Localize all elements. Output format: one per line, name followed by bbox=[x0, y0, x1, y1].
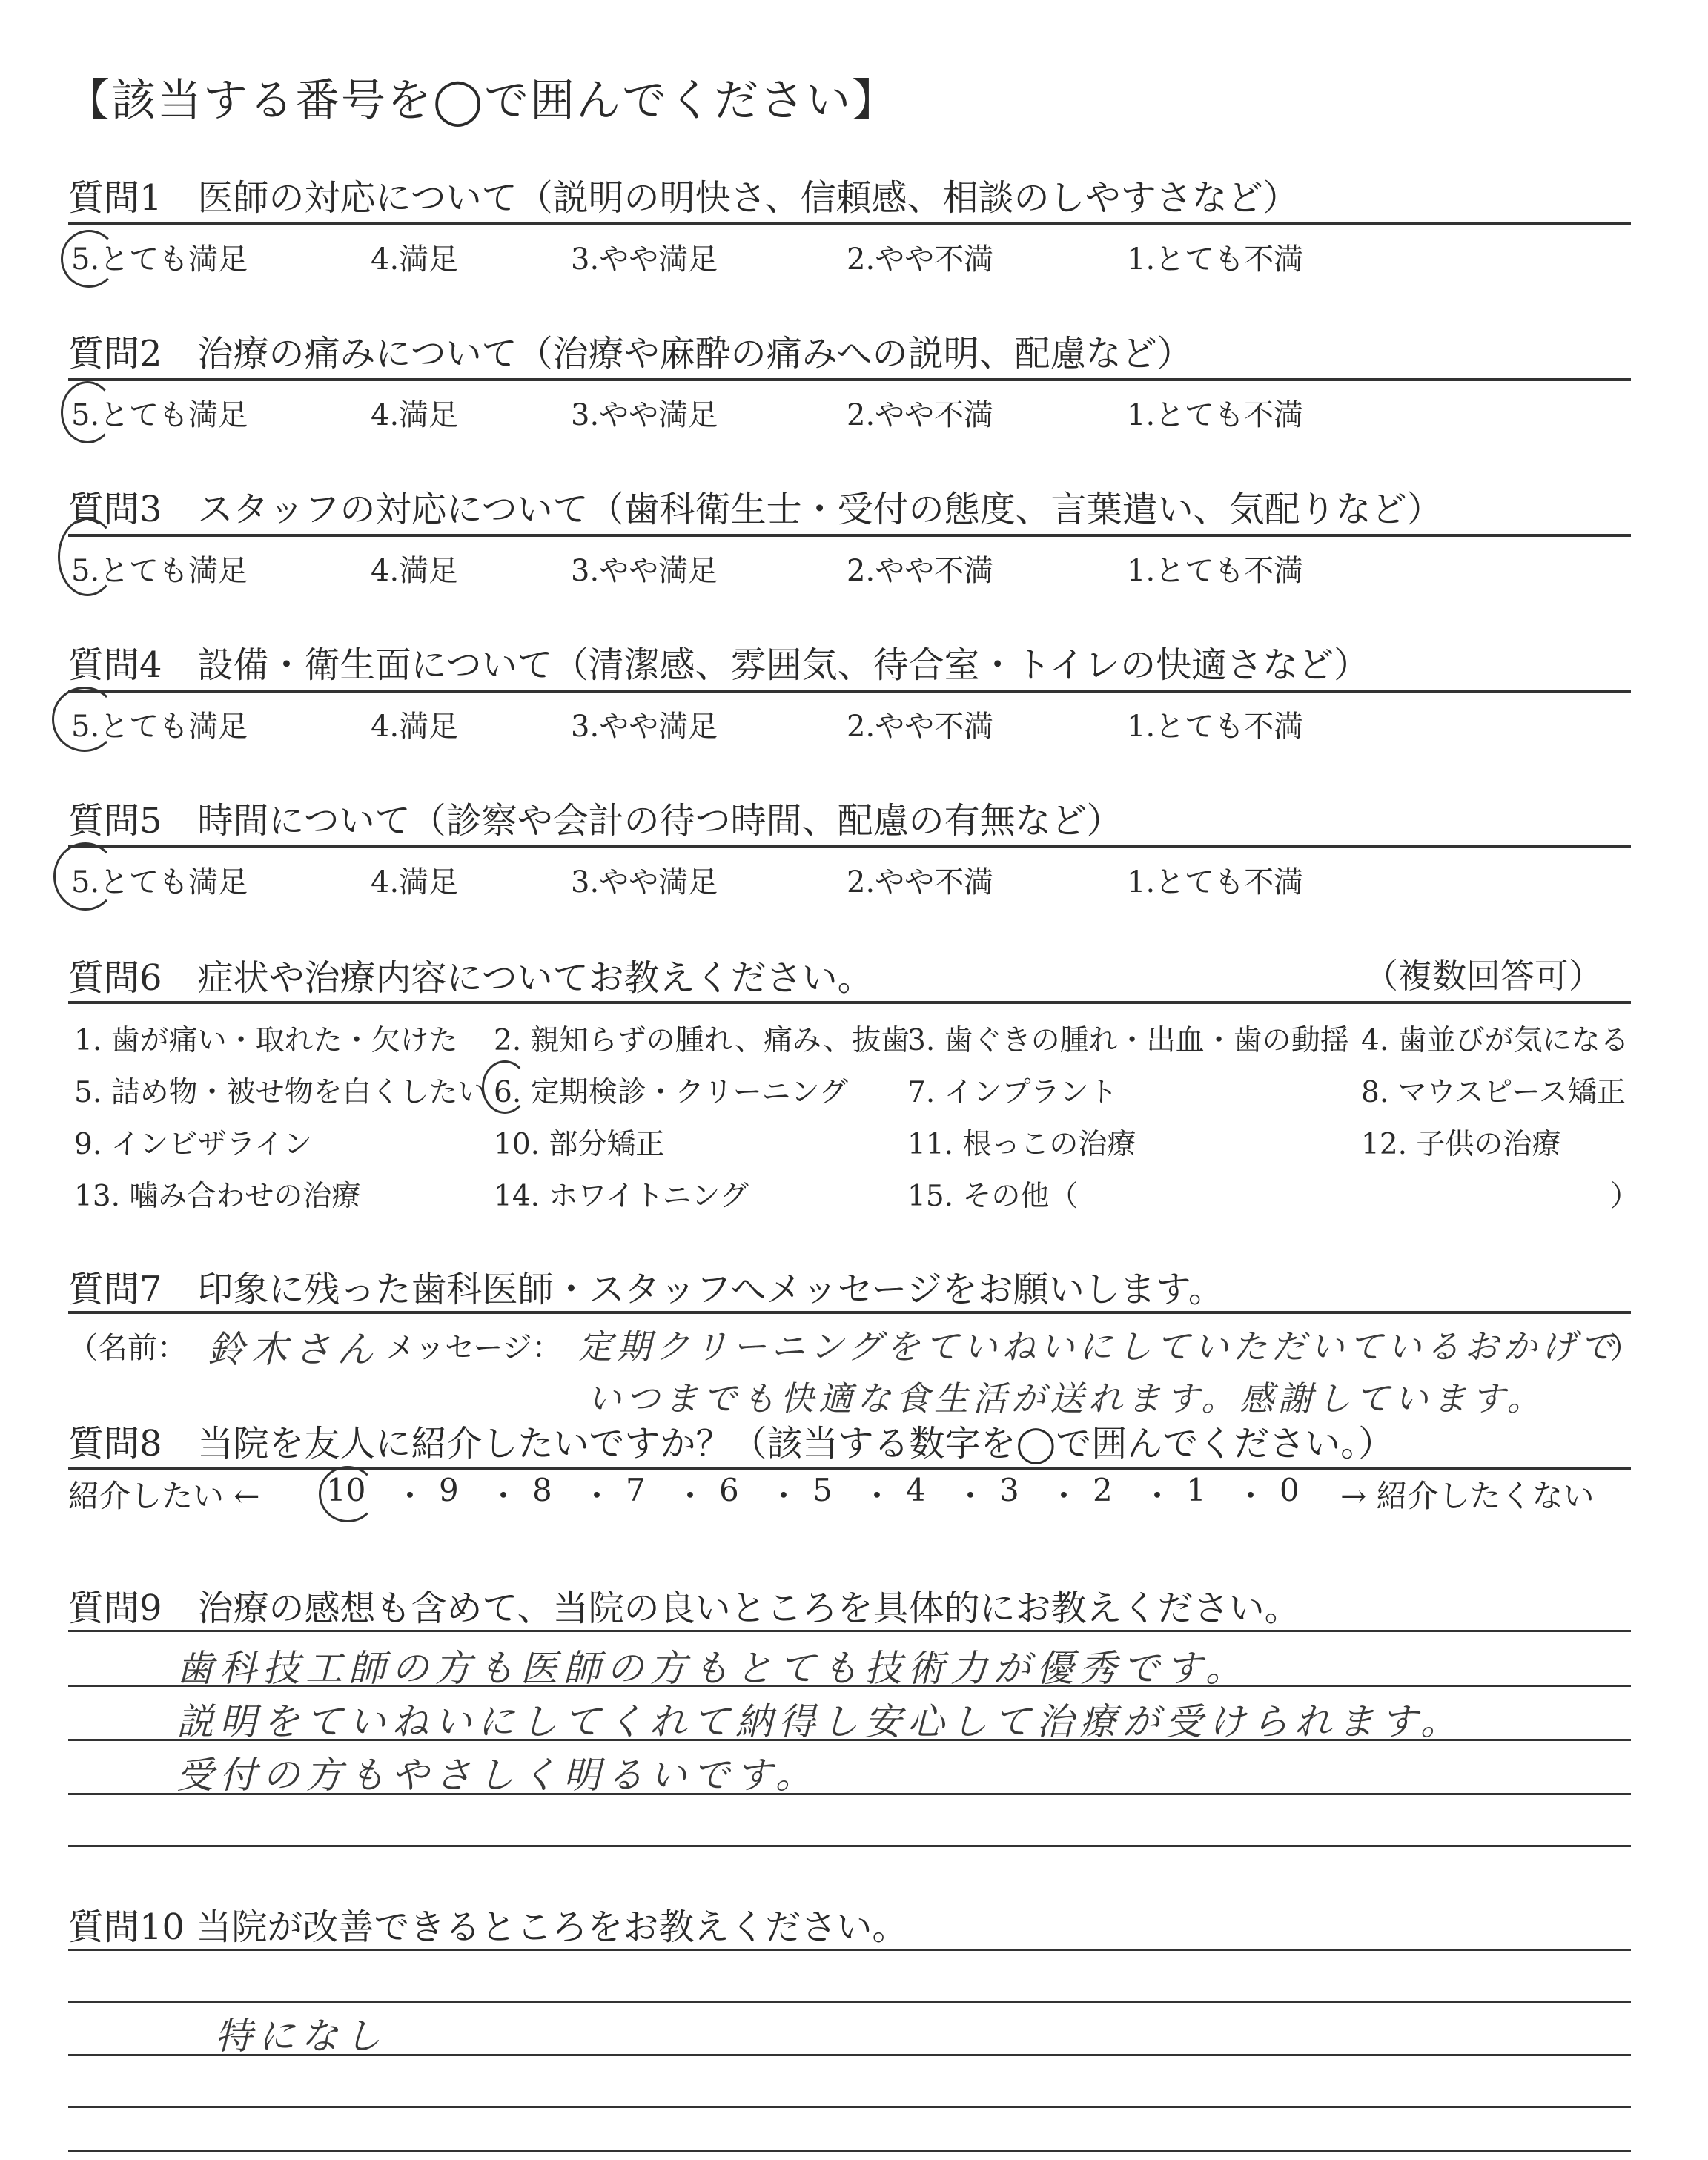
option-1[interactable]: 1.とても不満 bbox=[1127, 242, 1304, 277]
option-1[interactable]: 1.とても不満 bbox=[1127, 554, 1304, 588]
scale-dot: ・ bbox=[581, 1478, 613, 1514]
question-9-title: 質問9 治療の感想も含めて、当院の良いところを具体的にお教えください。 bbox=[68, 1588, 1300, 1629]
question-4-rule bbox=[68, 690, 1631, 693]
scale-2[interactable]: 2 bbox=[1093, 1472, 1113, 1508]
answer-line bbox=[68, 1793, 1631, 1795]
option-1[interactable]: 1.とても不満 bbox=[1127, 710, 1304, 744]
question-7-title: 質問7 印象に残った歯科医師・スタッフへメッセージをお願いします。 bbox=[68, 1269, 1224, 1310]
name-label: （名前： bbox=[68, 1331, 187, 1365]
option-3[interactable]: 3.やや満足 bbox=[571, 710, 718, 744]
question-2-rule bbox=[68, 378, 1631, 381]
answer-line bbox=[68, 2106, 1631, 2108]
scale-dot: ・ bbox=[394, 1478, 426, 1514]
scale-3[interactable]: 3 bbox=[999, 1472, 1019, 1508]
q6-item-10[interactable]: 10. 部分矯正 bbox=[494, 1128, 665, 1161]
option-4[interactable]: 4.満足 bbox=[371, 554, 459, 588]
option-4[interactable]: 4.満足 bbox=[371, 242, 459, 277]
q6-item-8[interactable]: 8. マウスピース矯正 bbox=[1361, 1076, 1626, 1109]
option-2[interactable]: 2.やや不満 bbox=[847, 865, 994, 899]
scale-6[interactable]: 6 bbox=[719, 1472, 739, 1508]
question-4-options[interactable] bbox=[68, 703, 1631, 747]
scale-dot: ・ bbox=[861, 1478, 893, 1514]
question-2-options[interactable] bbox=[68, 392, 1631, 436]
question-1-options[interactable] bbox=[68, 236, 1631, 280]
option-5[interactable]: 5.とても満足 bbox=[71, 398, 248, 432]
question-6-rule bbox=[68, 1001, 1631, 1004]
q6-item-7[interactable]: 7. インプラント bbox=[907, 1076, 1118, 1109]
question-5-rule bbox=[68, 845, 1631, 848]
question-3-rule bbox=[68, 534, 1631, 537]
scale-dot: ・ bbox=[1235, 1478, 1267, 1514]
scale-9[interactable]: 9 bbox=[439, 1472, 459, 1508]
option-2[interactable]: 2.やや不満 bbox=[847, 398, 994, 432]
message-label: メッセージ： bbox=[385, 1331, 562, 1365]
handwritten-name[interactable]: 鈴木さん bbox=[208, 1328, 380, 1371]
option-1[interactable]: 1.とても不満 bbox=[1127, 398, 1304, 432]
question-3-title: 質問3 スタッフの対応について（歯科衛生士・受付の態度、言葉遣い、気配りなど） bbox=[68, 489, 1443, 530]
scale-dot: ・ bbox=[768, 1478, 800, 1514]
question-3-options[interactable] bbox=[68, 547, 1631, 592]
option-2[interactable]: 2.やや不満 bbox=[847, 242, 994, 277]
scale-7[interactable]: 7 bbox=[626, 1472, 646, 1508]
question-6-title: 質問6 症状や治療内容についてお教えください。 bbox=[68, 957, 873, 999]
q6-item-4[interactable]: 4. 歯並びが気になる bbox=[1361, 1024, 1629, 1057]
option-4[interactable]: 4.満足 bbox=[371, 710, 459, 744]
option-4[interactable]: 4.満足 bbox=[371, 398, 459, 432]
q6-item-5[interactable]: 5. 詰め物・被せ物を白くしたい bbox=[74, 1076, 487, 1109]
q6-item-1[interactable]: 1. 歯が痛い・取れた・欠けた bbox=[74, 1024, 458, 1057]
handwritten-answer-line-1[interactable]: 歯科技工師の方も医師の方もとても技術力が優秀です。 bbox=[176, 1647, 1248, 1690]
answer-line bbox=[68, 1685, 1631, 1687]
handwritten-answer-line-3[interactable]: 受付の方もやさしく明るいです。 bbox=[176, 1754, 818, 1797]
scale-1[interactable]: 1 bbox=[1186, 1472, 1206, 1508]
answer-line bbox=[68, 2150, 1631, 2152]
answer-line bbox=[68, 1739, 1631, 1741]
q6-item-3[interactable]: 3. 歯ぐきの腫れ・出血・歯の動揺 bbox=[907, 1024, 1349, 1057]
question-5-title: 質問5 時間について（診察や会計の待つ時間、配慮の有無など） bbox=[68, 800, 1122, 842]
handwritten-message-line-2[interactable]: いつまでも快適な食生活が送れます。感謝しています。 bbox=[587, 1378, 1546, 1418]
page-title: 【該当する番号を◯で囲んでください】 bbox=[65, 75, 898, 127]
option-3[interactable]: 3.やや満足 bbox=[571, 865, 718, 899]
question-5-options[interactable] bbox=[68, 859, 1631, 903]
question-1-rule bbox=[68, 222, 1631, 225]
option-3[interactable]: 3.やや満足 bbox=[571, 398, 718, 432]
scale-10[interactable]: 10 bbox=[326, 1472, 366, 1508]
scale-dot: ・ bbox=[488, 1478, 520, 1514]
option-5[interactable]: 5.とても満足 bbox=[71, 710, 248, 744]
question-2-title: 質問2 治療の痛みについて（治療や麻酔の痛みへの説明、配慮など） bbox=[68, 333, 1193, 374]
q6-item-14[interactable]: 14. ホワイトニング bbox=[494, 1180, 749, 1213]
q6-item-6[interactable]: 6. 定期検診・クリーニング bbox=[494, 1076, 848, 1109]
option-5[interactable]: 5.とても満足 bbox=[71, 865, 248, 899]
scale-right-label: → 紹介したくない bbox=[1340, 1478, 1595, 1514]
q6-item-11[interactable]: 11. 根っこの治療 bbox=[907, 1128, 1136, 1161]
scale-dot: ・ bbox=[1048, 1478, 1080, 1514]
answer-line bbox=[68, 1845, 1631, 1847]
q6-item-9[interactable]: 9. インビザライン bbox=[74, 1128, 313, 1161]
scale-dot: ・ bbox=[955, 1478, 987, 1514]
scale-dot: ・ bbox=[675, 1478, 706, 1514]
scale-4[interactable]: 4 bbox=[906, 1472, 926, 1508]
question-1-title: 質問1 医師の対応について（説明の明快さ、信頼感、相談のしやすさなど） bbox=[68, 177, 1299, 219]
recommend-scale[interactable] bbox=[68, 1472, 1631, 1524]
question-8-title: 質問8 当院を友人に紹介したいですか？（該当する数字を◯で囲んでください。） bbox=[68, 1423, 1394, 1464]
q6-item-12[interactable]: 12. 子供の治療 bbox=[1361, 1128, 1561, 1161]
scale-5[interactable]: 5 bbox=[812, 1472, 833, 1508]
q6-item-13[interactable]: 13. 噛み合わせの治療 bbox=[74, 1180, 361, 1213]
q6-other-close-paren: ） bbox=[1610, 1180, 1640, 1213]
answer-line bbox=[68, 2001, 1631, 2003]
question-4-title: 質問4 設備・衛生面について（清潔感、雰囲気、待合室・トイレの快適さなど） bbox=[68, 644, 1370, 686]
scale-8[interactable]: 8 bbox=[532, 1472, 552, 1508]
handwritten-answer-line-2[interactable]: 説明をていねいにしてくれて納得し安心して治療が受けられます。 bbox=[176, 1700, 1463, 1743]
option-4[interactable]: 4.満足 bbox=[371, 865, 459, 899]
option-5[interactable]: 5.とても満足 bbox=[71, 242, 248, 277]
scale-0[interactable]: 0 bbox=[1280, 1472, 1300, 1508]
handwritten-message-line-1[interactable]: 定期クリーニングをていねいにしていただいているおかげで bbox=[578, 1327, 1619, 1367]
answer-line bbox=[68, 1949, 1631, 1951]
question-10-title: 質問10 当院が改善できるところをお教えください。 bbox=[68, 1906, 908, 1948]
option-5[interactable]: 5.とても満足 bbox=[71, 554, 248, 588]
scale-dot: ・ bbox=[1142, 1478, 1174, 1514]
question-7-rule bbox=[68, 1311, 1631, 1314]
scale-left-label: 紹介したい ← bbox=[68, 1478, 260, 1514]
option-3[interactable]: 3.やや満足 bbox=[571, 242, 718, 277]
option-2[interactable]: 2.やや不満 bbox=[847, 554, 994, 588]
option-2[interactable]: 2.やや不満 bbox=[847, 710, 994, 744]
message-close-paren: ） bbox=[1610, 1331, 1640, 1365]
option-3[interactable]: 3.やや満足 bbox=[571, 554, 718, 588]
option-1[interactable]: 1.とても不満 bbox=[1127, 865, 1304, 899]
answer-line bbox=[68, 1630, 1631, 1632]
handwritten-improvement-answer[interactable]: 特になし bbox=[215, 2015, 387, 2058]
q6-item-2[interactable]: 2. 親知らずの腫れ、痛み、抜歯 bbox=[494, 1024, 910, 1057]
multiple-answers-note: （複数回答可） bbox=[1364, 956, 1603, 996]
q6-item-15[interactable]: 15. その他（ bbox=[907, 1180, 1079, 1213]
question-8-rule bbox=[68, 1467, 1631, 1470]
answer-line bbox=[68, 2054, 1631, 2056]
